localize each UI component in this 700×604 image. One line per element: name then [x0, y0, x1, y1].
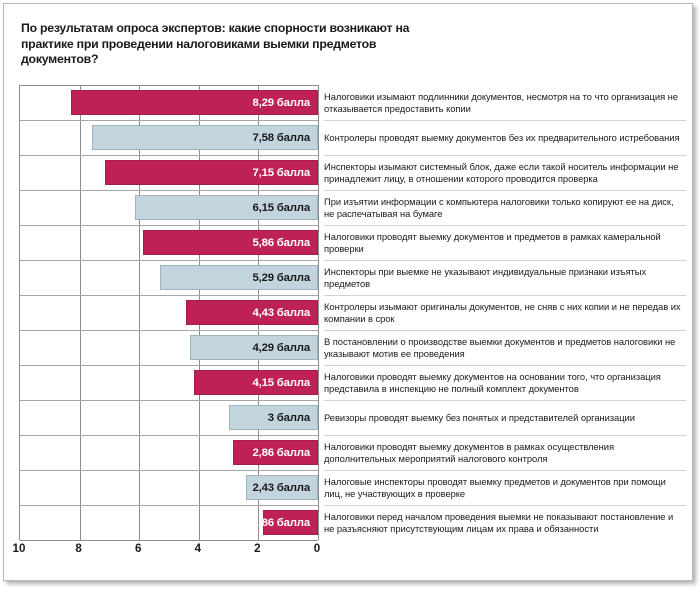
row-separator: [20, 85, 318, 86]
axis-tick-label: 8: [75, 542, 82, 555]
row-separator: [20, 540, 318, 541]
statement-text: В постановлении о производстве выемки документов и предметов налоговики не указывают мотив ее проведения: [324, 336, 676, 359]
bar: [143, 230, 318, 255]
axis-tick-label: 4: [194, 542, 202, 555]
bar: [160, 265, 318, 290]
axis-tick-label: 10: [12, 542, 26, 555]
statement-row: [324, 470, 686, 505]
statement-row: [324, 435, 686, 470]
statement-text: Инспекторы изымают системный блок, даже если такой носитель информации не принадлежит лицу, в отношении которого проводится проверка: [324, 161, 679, 184]
bar-value-label: 7,15 балла: [252, 166, 310, 179]
statement-text: Налоговики изымают подлинники документов, несмотря на то что организация не отказывается предоставить копии: [324, 90, 678, 114]
bar-value-label: 4,43 балла: [252, 306, 310, 319]
axis-tick-label: 2: [254, 542, 261, 555]
page-title: По результатам опроса экспертов: какие спорности возникают на практике при проведении налоговиками выемки предметов документов?: [21, 21, 410, 67]
statement-text: Налоговики проводят выемку документов в рамках осуществления дополнительных мероприятий налогового контроля: [324, 441, 614, 464]
statement-row: [324, 295, 686, 330]
row-separator: [20, 260, 318, 261]
gridline: [139, 85, 140, 540]
axis-tick-label: 6: [134, 542, 142, 555]
statement-row: [324, 505, 686, 540]
statement-row: [324, 85, 686, 120]
bar: [229, 405, 318, 430]
row-separator: [20, 435, 318, 436]
bar-chart-plot-area: [19, 85, 319, 540]
bar: [190, 335, 318, 360]
statement-text: Ревизоры проводят выемку без понятых и представителей организации: [324, 412, 635, 424]
bar-value-label: 6,15 балла: [252, 201, 310, 214]
statement-row: [324, 330, 686, 365]
bar: [135, 195, 318, 220]
statement-row: [324, 400, 686, 435]
bar-value-label: 5,29 балла: [252, 271, 310, 284]
bar: [92, 125, 318, 150]
bar: [252, 510, 318, 535]
bar: [194, 370, 318, 395]
statement-text: Налоговики перед началом проведения выемки не показывают постановление и не разъясняют присутствующим лицам их права и обязанности: [324, 511, 674, 534]
statement-text: При изъятии информации с компьютера налоговики только копируют ее на диск, не распечатывая на бумаге: [324, 196, 674, 219]
row-separator: [20, 365, 318, 366]
statement-row: [324, 225, 686, 260]
row-separator: [20, 190, 318, 191]
row-separator: [20, 155, 318, 156]
bar-value-label: 2,43 балла: [252, 481, 310, 494]
statement-text: Контролеры изымают оригиналы документов, не сняв с них копии и не передав их компании в срок: [324, 301, 681, 324]
axis-tick-label: 0: [313, 542, 321, 555]
bar-value-label: 7,58 балла: [252, 131, 310, 144]
x-axis: [12, 542, 321, 562]
row-separator: [20, 330, 318, 331]
statement-list: [324, 85, 686, 540]
bar: [71, 90, 318, 115]
statement-row: [324, 120, 686, 155]
gridline: [80, 85, 81, 540]
bar-value-label: 1,86 балла: [252, 516, 310, 529]
statement-row: [324, 365, 686, 400]
statement-text: Налоговые инспекторы проводят выемку предметов и документов при помощи лиц, не участвующих в проверке: [324, 476, 666, 499]
statement-row: [324, 260, 686, 295]
row-separator: [20, 470, 318, 471]
bar: [246, 475, 318, 500]
bar-value-label: 5,86 балла: [252, 236, 310, 249]
bar-value-label: 4,29 балла: [252, 341, 310, 354]
bar: [105, 160, 318, 185]
statement-row: [324, 155, 686, 190]
row-separator: [20, 225, 318, 226]
bar: [233, 440, 318, 465]
row-separator: [20, 505, 318, 506]
statement-text: Налоговики проводят выемку документов на основании того, что организация представила в инспекцию не полный комплект документов: [324, 371, 661, 394]
bar-value-label: 8,29 балла: [252, 96, 310, 109]
bar-value-label: 2,86 балла: [252, 446, 310, 459]
bar-value-label: 3 балла: [267, 411, 310, 424]
infographic-card: [3, 3, 693, 581]
statement-text: Контролеры проводят выемку документов без их предварительного истребования: [324, 132, 680, 144]
bar: [186, 300, 318, 325]
row-separator: [20, 400, 318, 401]
statement-row: [324, 190, 686, 225]
statement-text: Инспекторы при выемке не указывают индивидуальные признаки изъятых предметов: [324, 266, 647, 289]
row-separator: [20, 295, 318, 296]
statement-text: Налоговики проводят выемку документов и предметов в рамках камеральной проверки: [324, 231, 661, 254]
bar-value-label: 4,15 балла: [252, 376, 310, 389]
row-separator: [20, 120, 318, 121]
